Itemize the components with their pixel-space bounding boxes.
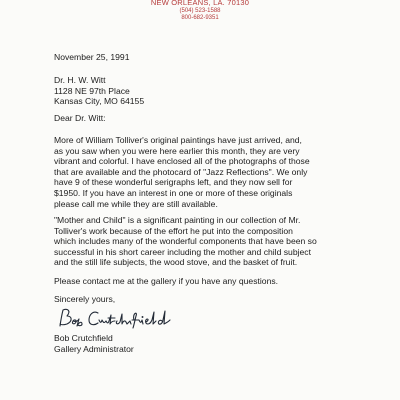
closing-text: Sincerely yours, bbox=[54, 294, 116, 304]
handwritten-signature bbox=[56, 307, 206, 329]
paragraph-1 bbox=[54, 135, 384, 209]
paragraph-line: Tolliver's work because of the effort he put into the composition bbox=[54, 225, 293, 236]
paragraph-line: that are available and the photocard of "Jazz Reflections". We only bbox=[54, 166, 308, 177]
letterhead-city: NEW ORLEANS, LA. 70130 bbox=[150, 0, 250, 7]
paragraph-line: $1950. If you have an interest in one or more of these originals bbox=[54, 187, 293, 198]
paragraph-line: please call me while they are still available. bbox=[54, 198, 218, 209]
letter-date bbox=[54, 52, 384, 63]
paragraph-line: as you saw when you were here earlier this month, they are very bbox=[54, 145, 300, 156]
letterhead-phone-tollfree: 800-682-9351 bbox=[181, 15, 219, 21]
paragraph-line: vibrant and colorful. I have enclosed all of the photographs of those bbox=[54, 156, 310, 167]
paragraph-3 bbox=[54, 276, 384, 287]
signer-name: Bob Crutchfield bbox=[54, 333, 113, 343]
paragraph-line: Please contact me at the gallery if you have any questions. bbox=[54, 276, 279, 286]
paragraph-line: have 9 of these wonderful serigraphs left, and they now sell for bbox=[54, 177, 293, 188]
signer-block bbox=[54, 333, 384, 354]
salutation-text: Dear Dr. Witt: bbox=[54, 113, 106, 123]
recipient-street: 1128 NE 97th Place bbox=[54, 85, 130, 96]
recipient-name: Dr. H. W. Witt bbox=[54, 75, 106, 85]
paragraph-line: successful in his short career including the mother and child subject bbox=[54, 246, 311, 257]
recipient-city: Kansas City, MO 64155 bbox=[54, 96, 145, 107]
paragraph-line: "Mother and Child" is a significant painting in our collection of Mr. bbox=[54, 215, 301, 225]
paragraph-line: More of William Tolliver's original paintings have just arrived, and, bbox=[54, 135, 302, 145]
salutation bbox=[54, 113, 384, 124]
paragraph-line: and the still life subjects, the wood stove, and the basket of fruit. bbox=[54, 257, 298, 268]
letterhead-phone-local: (504) 523-1588 bbox=[179, 8, 221, 14]
recipient-address bbox=[54, 75, 384, 107]
paragraph-2 bbox=[54, 215, 384, 268]
closing bbox=[54, 294, 384, 305]
paragraph-line: which includes many of the wonderful components that have been so bbox=[54, 236, 317, 247]
signer-title: Gallery Administrator bbox=[54, 343, 134, 354]
date-text: November 25, 1991 bbox=[54, 52, 130, 62]
